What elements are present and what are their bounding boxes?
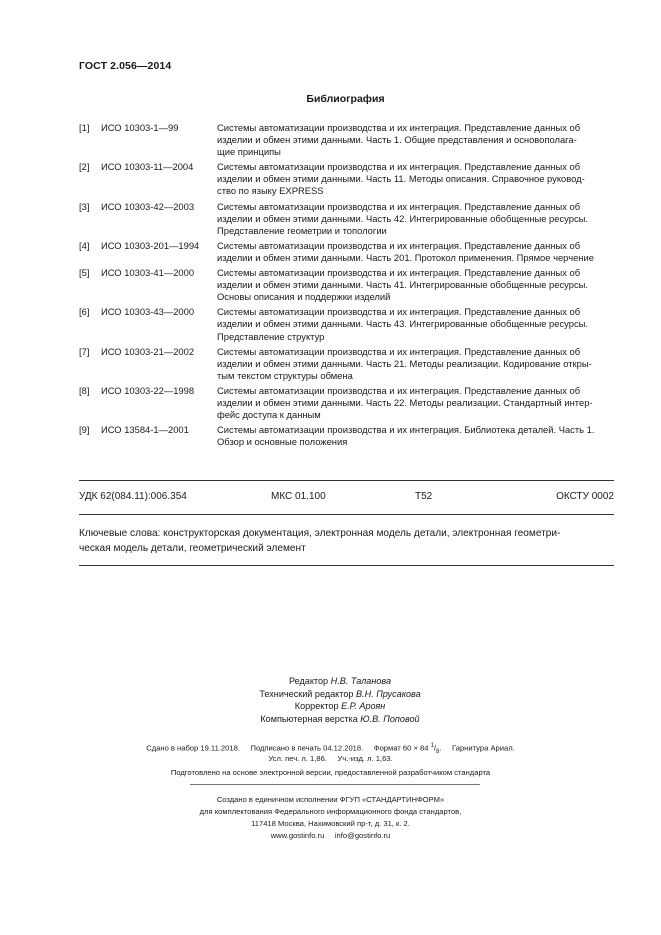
entry-description-line: изделии и обмен этими данными. Часть 22. Методы реализации. Стандартный интер-: [217, 396, 593, 408]
entry-number: [3]: [79, 200, 90, 212]
editor-line: [200, 675, 480, 688]
divider: [79, 514, 614, 515]
entry-description-line: Системы автоматизации производства и их интеграция. Представление данных об: [217, 345, 581, 357]
okstu-code: ОКСТУ 0002: [556, 491, 614, 502]
publisher-line: Создано в единичном исполнении ФГУП «СТАНДАРТИНФОРМ»: [216, 795, 445, 804]
entry-number: [6]: [79, 306, 90, 318]
bibliography-entry: [79, 240, 619, 264]
entry-description-line: Представление геометрии и топологии: [217, 224, 387, 236]
entry-number: [4]: [79, 239, 90, 251]
entry-description-line: изделии и обмен этими данными. Часть 43. Интегрированные обобщенные ресурсы.: [217, 318, 589, 330]
pub-sheets: Уч.-изд. л. 1,63.: [337, 754, 393, 763]
editor-name: В.Н. Прусакова: [355, 688, 421, 699]
entry-description-line: Представление структур: [217, 330, 325, 342]
bibliography-entry: [79, 385, 619, 421]
editor-name: Е.Р. Ароян: [341, 701, 386, 712]
entry-number: [8]: [79, 384, 90, 396]
entry-number: [9]: [79, 424, 90, 436]
set-date: Сдано в набор 19.11.2018.: [146, 743, 240, 753]
font-info: Гарнитура Ариал.: [452, 743, 515, 753]
print-info-line: Сдано в набор 19.11.2018. Подписано в печать 04.12.2018. Формат 60 × 84 $^1/_8$. Гарнитура Ариал.: [146, 743, 515, 756]
entry-standard-code: ИСО 10303-201—1994: [101, 239, 200, 251]
entry-description: [217, 306, 619, 342]
entry-description: [217, 201, 619, 237]
entry-description: [217, 161, 619, 197]
divider: [190, 784, 480, 785]
format-fraction-den: 8: [436, 749, 440, 756]
entry-description: [217, 240, 619, 264]
bibliography-entry: [79, 122, 619, 158]
entry-description-line: Системы автоматизации производства и их интеграция. Представление данных об: [217, 122, 581, 133]
editor-name: Н.В. Таланова: [330, 676, 392, 686]
entry-standard-code: ИСО 13584-1—2001: [101, 424, 189, 436]
entry-description: [217, 267, 619, 303]
entry-number: [2]: [79, 161, 90, 173]
website-link[interactable]: www.gostinfo.ru: [270, 831, 325, 840]
entry-description-line: Системы автоматизации производства и их интеграция. Представление данных об: [217, 239, 581, 251]
bibliography-entry: [79, 346, 619, 382]
divider: [79, 480, 614, 481]
editor-role: Редактор: [288, 676, 329, 686]
entry-description-line: тым текстом структуры обмена: [217, 369, 353, 381]
entry-standard-code: ИСО 10303-43—2000: [101, 306, 195, 318]
entry-description-line: Системы автоматизации производства и их интеграция. Представление данных об: [217, 267, 581, 279]
entry-description-line: изделии и обмен этими данными. Часть 201. Протокол применения. Прямое черчение: [217, 251, 594, 263]
entry-description-line: фейс доступа к данным: [217, 409, 321, 421]
bibliography-entry: [79, 306, 619, 342]
entry-description-line: изделии и обмен этими данными. Часть 1. Общие представления и основополага-: [217, 134, 577, 146]
entry-standard-code: ИСО 10303-1—99: [101, 122, 179, 133]
editor-line: [200, 700, 480, 713]
editors-block: [200, 675, 480, 725]
entry-standard-code: ИСО 10303-41—2000: [101, 267, 195, 279]
editor-role: Компьютерная верстка: [260, 713, 358, 724]
entry-description: [217, 424, 619, 448]
udk-code: УДК 62(084.11):006.354: [79, 491, 187, 502]
entry-standard-code: ИСО 10303-42—2003: [101, 200, 195, 212]
print-sheets-line: [0, 753, 661, 766]
entry-description: [217, 385, 619, 421]
entry-standard-code: ИСО 10303-22—1998: [101, 384, 195, 396]
entry-number: [5]: [79, 267, 90, 279]
bibliography-entry: [79, 267, 619, 303]
entry-standard-code: ИСО 10303-21—2002: [101, 345, 195, 357]
editor-role: Корректор: [294, 701, 339, 712]
editor-line: [200, 713, 480, 726]
bibliography-list: [79, 122, 619, 451]
print-sheets: Усл. печ. л. 1,86.: [268, 754, 327, 763]
keywords-line: Ключевые слова: конструкторская документация, электронная модель детали, электронная геометри-: [79, 528, 561, 539]
entry-standard-code: ИСО 10303-11—2004: [101, 161, 194, 173]
entry-number: [7]: [79, 345, 90, 357]
keywords-line: ческая модель детали, геометрический элемент: [79, 543, 306, 554]
publisher-line: для комплектования Федерального информационного фонда стандартов,: [199, 807, 462, 816]
keywords: [79, 526, 614, 556]
entry-description-line: изделии и обмен этими данными. Часть 42. Интегрированные обобщенные ресурсы.: [217, 212, 589, 224]
email-link[interactable]: info@gostinfo.ru: [334, 831, 391, 840]
editor-line: [200, 688, 480, 701]
bibliography-entry: [79, 424, 619, 448]
entry-description-line: Системы автоматизации производства и их интеграция. Представление данных об: [217, 200, 581, 212]
entry-description-line: Основы описания и поддержки изделий: [217, 291, 391, 303]
format-fraction-num: 1: [430, 743, 434, 749]
entry-description: [217, 346, 619, 382]
section-title: Библиография: [306, 93, 385, 105]
divider: [79, 565, 614, 566]
t-code: Т52: [415, 491, 433, 502]
entry-description-line: изделии и обмен этими данными. Часть 11. Методы описания. Справочное руковод-: [217, 173, 585, 185]
mks-code: МКС 01.100: [271, 491, 326, 502]
entry-number: [1]: [79, 122, 90, 133]
format: Формат 60 × 84: [373, 743, 429, 753]
publisher-contacts: [0, 830, 661, 842]
entry-description: [217, 122, 619, 158]
editor-name: Ю.В. Поповой: [360, 713, 420, 724]
entry-description-line: Системы автоматизации производства и их интеграция. Библиотека деталей. Часть 1.: [217, 424, 595, 436]
bibliography-entry: [79, 201, 619, 237]
editor-role: Технический редактор: [259, 688, 354, 699]
entry-description-line: Обзор и основные положения: [217, 436, 348, 448]
entry-description-line: ство по языку EXPRESS: [217, 185, 324, 197]
entry-description-line: щие принципы: [217, 146, 281, 158]
publisher-address: 117418 Москва, Нахимовский пр-т, д. 31, к. 2.: [251, 819, 410, 828]
entry-description-line: Системы автоматизации производства и их интеграция. Представление данных об: [217, 161, 581, 173]
bibliography-entry: [79, 161, 619, 197]
prepared-note: Подготовлено на основе электронной версии, предоставленной разработчиком стандарта: [170, 768, 491, 777]
entry-description-line: Системы автоматизации производства и их интеграция. Представление данных об: [217, 306, 581, 318]
entry-description-line: изделии и обмен этими данными. Часть 41. Интегрированные обобщенные ресурсы.: [217, 279, 589, 291]
document-header: ГОСТ 2.056—2014: [79, 60, 172, 72]
sign-date: Подписано в печать 04.12.2018.: [250, 743, 364, 753]
entry-description-line: изделии и обмен этими данными. Часть 21. Методы реализации. Кодирование откры-: [217, 357, 592, 369]
entry-description-line: Системы автоматизации производства и их интеграция. Представление данных об: [217, 384, 581, 396]
